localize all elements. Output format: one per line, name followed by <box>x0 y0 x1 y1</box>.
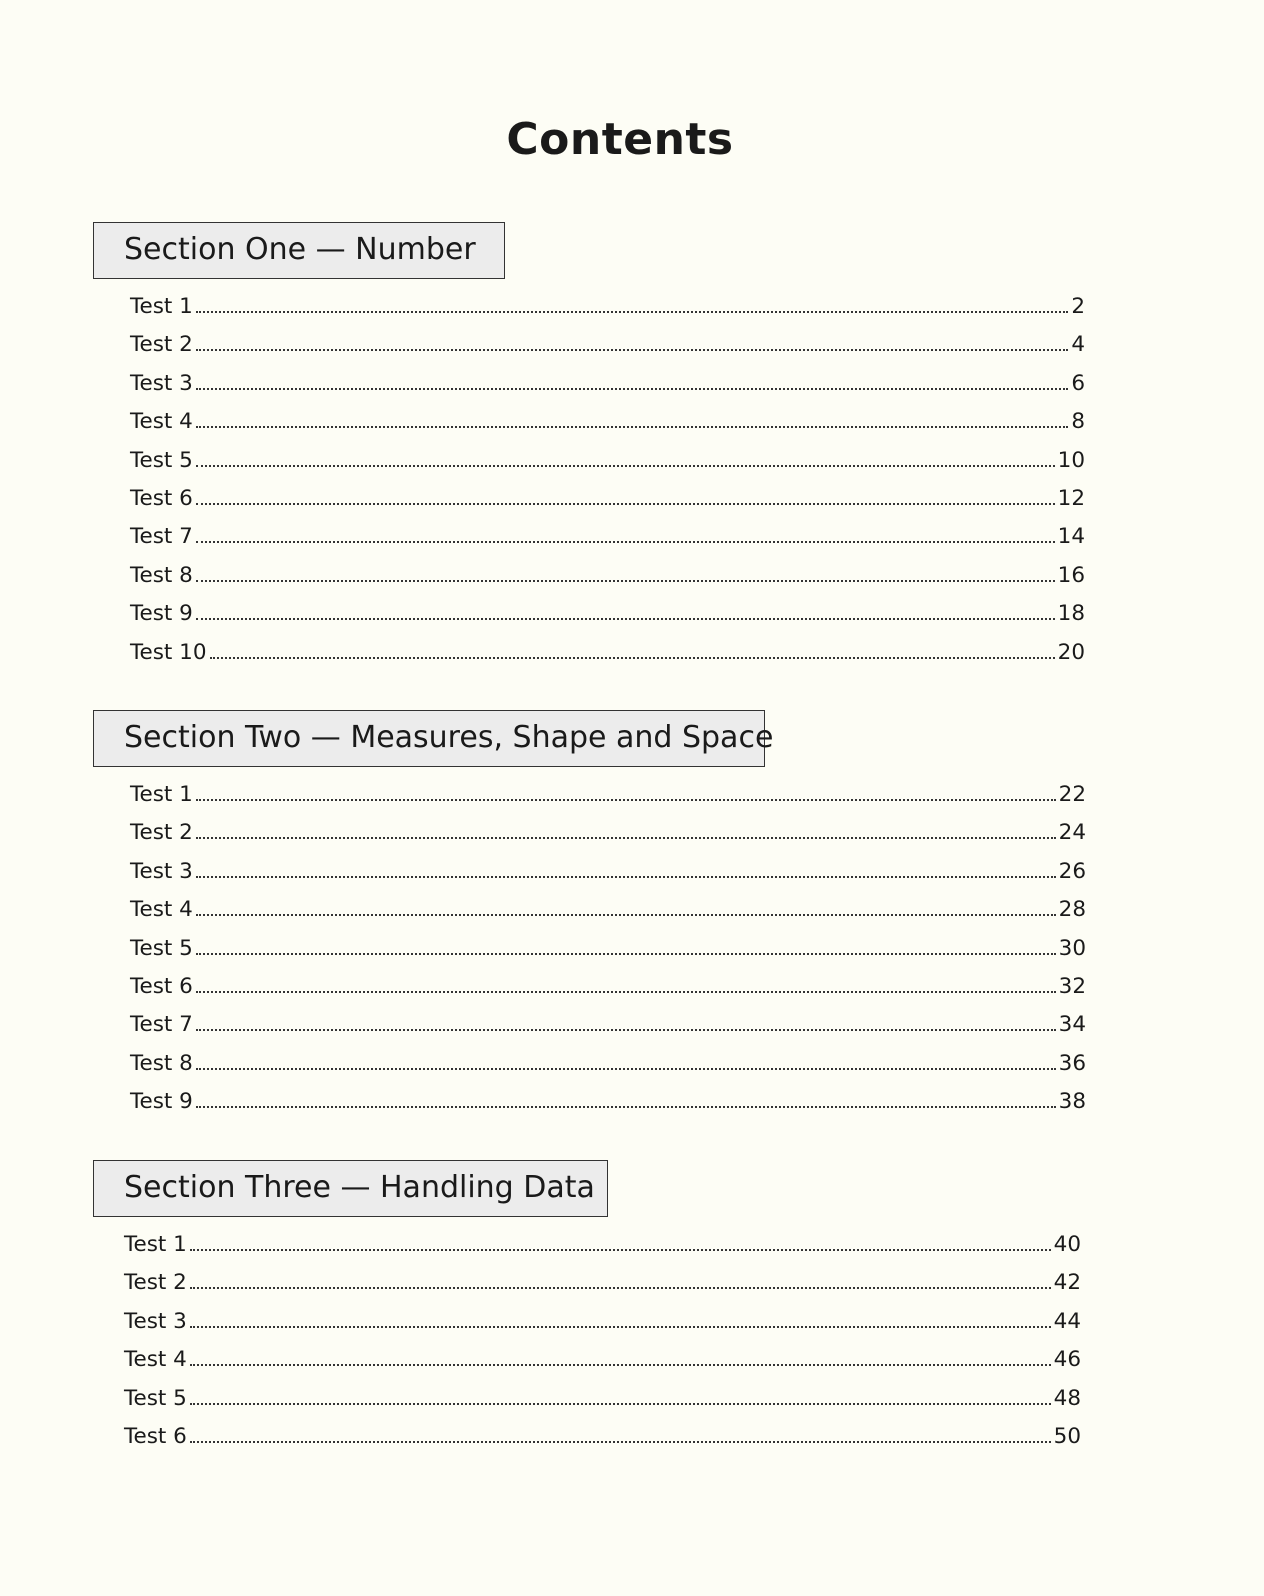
toc-entry[interactable] <box>130 634 1085 672</box>
section-three-heading: Section Three — Handling Data <box>93 1160 608 1217</box>
dot-leader <box>190 1248 1051 1251</box>
dot-leader <box>196 617 1055 620</box>
toc-entry-label: Test 5 <box>124 1385 187 1411</box>
toc-entry-page-number: 16 <box>1057 562 1085 588</box>
dot-leader <box>196 1067 1056 1070</box>
toc-entry-page-number: 44 <box>1053 1308 1081 1334</box>
toc-entry[interactable] <box>130 326 1085 364</box>
toc-entry[interactable] <box>130 853 1086 891</box>
dot-leader <box>196 425 1068 428</box>
toc-entry[interactable] <box>124 1380 1081 1418</box>
toc-entry-label: Test 1 <box>130 782 193 807</box>
toc-entry[interactable] <box>124 1418 1081 1456</box>
dot-leader <box>196 310 1068 313</box>
toc-entry[interactable] <box>130 930 1086 968</box>
toc-entry-page-number: 4 <box>1071 332 1085 358</box>
toc-entry-page-number: 28 <box>1058 897 1086 923</box>
toc-entry-page-number: 18 <box>1057 601 1085 627</box>
toc-entry[interactable] <box>130 814 1086 852</box>
toc-entry-page-number: 24 <box>1058 820 1086 846</box>
dot-leader <box>196 540 1055 543</box>
toc-entry-label: Test 4 <box>130 409 193 435</box>
toc-entry[interactable] <box>130 891 1086 929</box>
toc-entry-label: Test 6 <box>130 973 193 999</box>
dot-leader <box>196 875 1056 878</box>
toc-entry[interactable] <box>130 1045 1086 1083</box>
toc-entry-label: Test 5 <box>130 447 193 473</box>
toc-entry-page-number: 2 <box>1071 294 1085 319</box>
toc-entry-page-number: 8 <box>1071 409 1085 435</box>
toc-entry-label: Test 1 <box>124 1232 187 1257</box>
toc-entry-label: Test 10 <box>130 639 207 665</box>
dot-leader <box>196 1105 1056 1108</box>
toc-entry[interactable] <box>130 442 1085 480</box>
toc-entry-label: Test 7 <box>130 524 193 550</box>
dot-leader <box>210 656 1055 659</box>
toc-entry[interactable] <box>124 1341 1081 1379</box>
toc-entry-label: Test 8 <box>130 562 193 588</box>
toc-entry-page-number: 50 <box>1053 1423 1081 1449</box>
toc-entry-page-number: 22 <box>1058 782 1086 807</box>
toc-entry-label: Test 6 <box>124 1423 187 1449</box>
dot-leader <box>196 348 1068 351</box>
toc-entry[interactable] <box>130 365 1085 403</box>
toc-entry-page-number: 6 <box>1071 370 1085 396</box>
section-one-entries <box>130 288 1085 672</box>
dot-leader <box>196 579 1055 582</box>
toc-entry-page-number: 42 <box>1053 1270 1081 1296</box>
toc-entry-page-number: 32 <box>1058 973 1086 999</box>
toc-entry[interactable] <box>130 518 1085 556</box>
toc-entry-label: Test 1 <box>130 294 193 319</box>
dot-leader <box>196 913 1056 916</box>
toc-entry[interactable] <box>130 1006 1086 1044</box>
page-title: Contents <box>506 114 734 165</box>
dot-leader <box>190 1363 1051 1366</box>
toc-entry-page-number: 36 <box>1058 1050 1086 1076</box>
toc-entry[interactable] <box>130 288 1085 326</box>
dot-leader <box>196 990 1056 993</box>
dot-leader <box>190 1325 1051 1328</box>
toc-entry-page-number: 46 <box>1053 1347 1081 1373</box>
toc-entry-page-number: 30 <box>1058 935 1086 961</box>
toc-entry[interactable] <box>124 1303 1081 1341</box>
dot-leader <box>196 502 1055 505</box>
toc-entry-label: Test 3 <box>124 1308 187 1334</box>
toc-entry[interactable] <box>130 968 1086 1006</box>
toc-entry-page-number: 38 <box>1058 1089 1086 1115</box>
section-two-heading: Section Two — Measures, Shape and Space <box>93 710 765 767</box>
toc-entry[interactable] <box>130 403 1085 441</box>
toc-entry-label: Test 6 <box>130 485 193 511</box>
toc-entry-page-number: 12 <box>1057 485 1085 511</box>
section-two-entries <box>130 776 1086 1122</box>
dot-leader <box>190 1440 1051 1443</box>
toc-entry-label: Test 3 <box>130 370 193 396</box>
toc-entry-label: Test 8 <box>130 1050 193 1076</box>
toc-entry-page-number: 10 <box>1057 447 1085 473</box>
toc-entry-label: Test 4 <box>130 897 193 923</box>
toc-entry[interactable] <box>130 557 1085 595</box>
toc-entry-page-number: 48 <box>1053 1385 1081 1411</box>
toc-entry-label: Test 7 <box>130 1012 193 1038</box>
dot-leader <box>196 387 1068 390</box>
toc-entry-label: Test 4 <box>124 1347 187 1373</box>
toc-entry[interactable] <box>124 1226 1081 1264</box>
dot-leader <box>190 1402 1051 1405</box>
toc-entry-label: Test 9 <box>130 601 193 627</box>
toc-entry-page-number: 20 <box>1057 639 1085 665</box>
dot-leader <box>196 798 1056 801</box>
toc-entry-label: Test 2 <box>124 1270 187 1296</box>
toc-entry-label: Test 3 <box>130 858 193 884</box>
toc-entry[interactable] <box>124 1264 1081 1302</box>
dot-leader <box>196 836 1056 839</box>
dot-leader <box>190 1286 1051 1289</box>
toc-entry-label: Test 2 <box>130 332 193 358</box>
section-one-heading: Section One — Number <box>93 222 505 279</box>
dot-leader <box>196 464 1055 467</box>
toc-entry[interactable] <box>130 480 1085 518</box>
toc-entry[interactable] <box>130 1083 1086 1121</box>
toc-entry-page-number: 40 <box>1053 1232 1081 1257</box>
dot-leader <box>196 1028 1056 1031</box>
toc-entry[interactable] <box>130 595 1085 633</box>
toc-entry-label: Test 9 <box>130 1089 193 1115</box>
toc-entry-label: Test 2 <box>130 820 193 846</box>
toc-entry[interactable] <box>130 776 1086 814</box>
toc-entry-page-number: 26 <box>1058 858 1086 884</box>
toc-entry-page-number: 34 <box>1058 1012 1086 1038</box>
section-three-entries <box>124 1226 1081 1456</box>
toc-entry-page-number: 14 <box>1057 524 1085 550</box>
toc-entry-label: Test 5 <box>130 935 193 961</box>
dot-leader <box>196 952 1056 955</box>
